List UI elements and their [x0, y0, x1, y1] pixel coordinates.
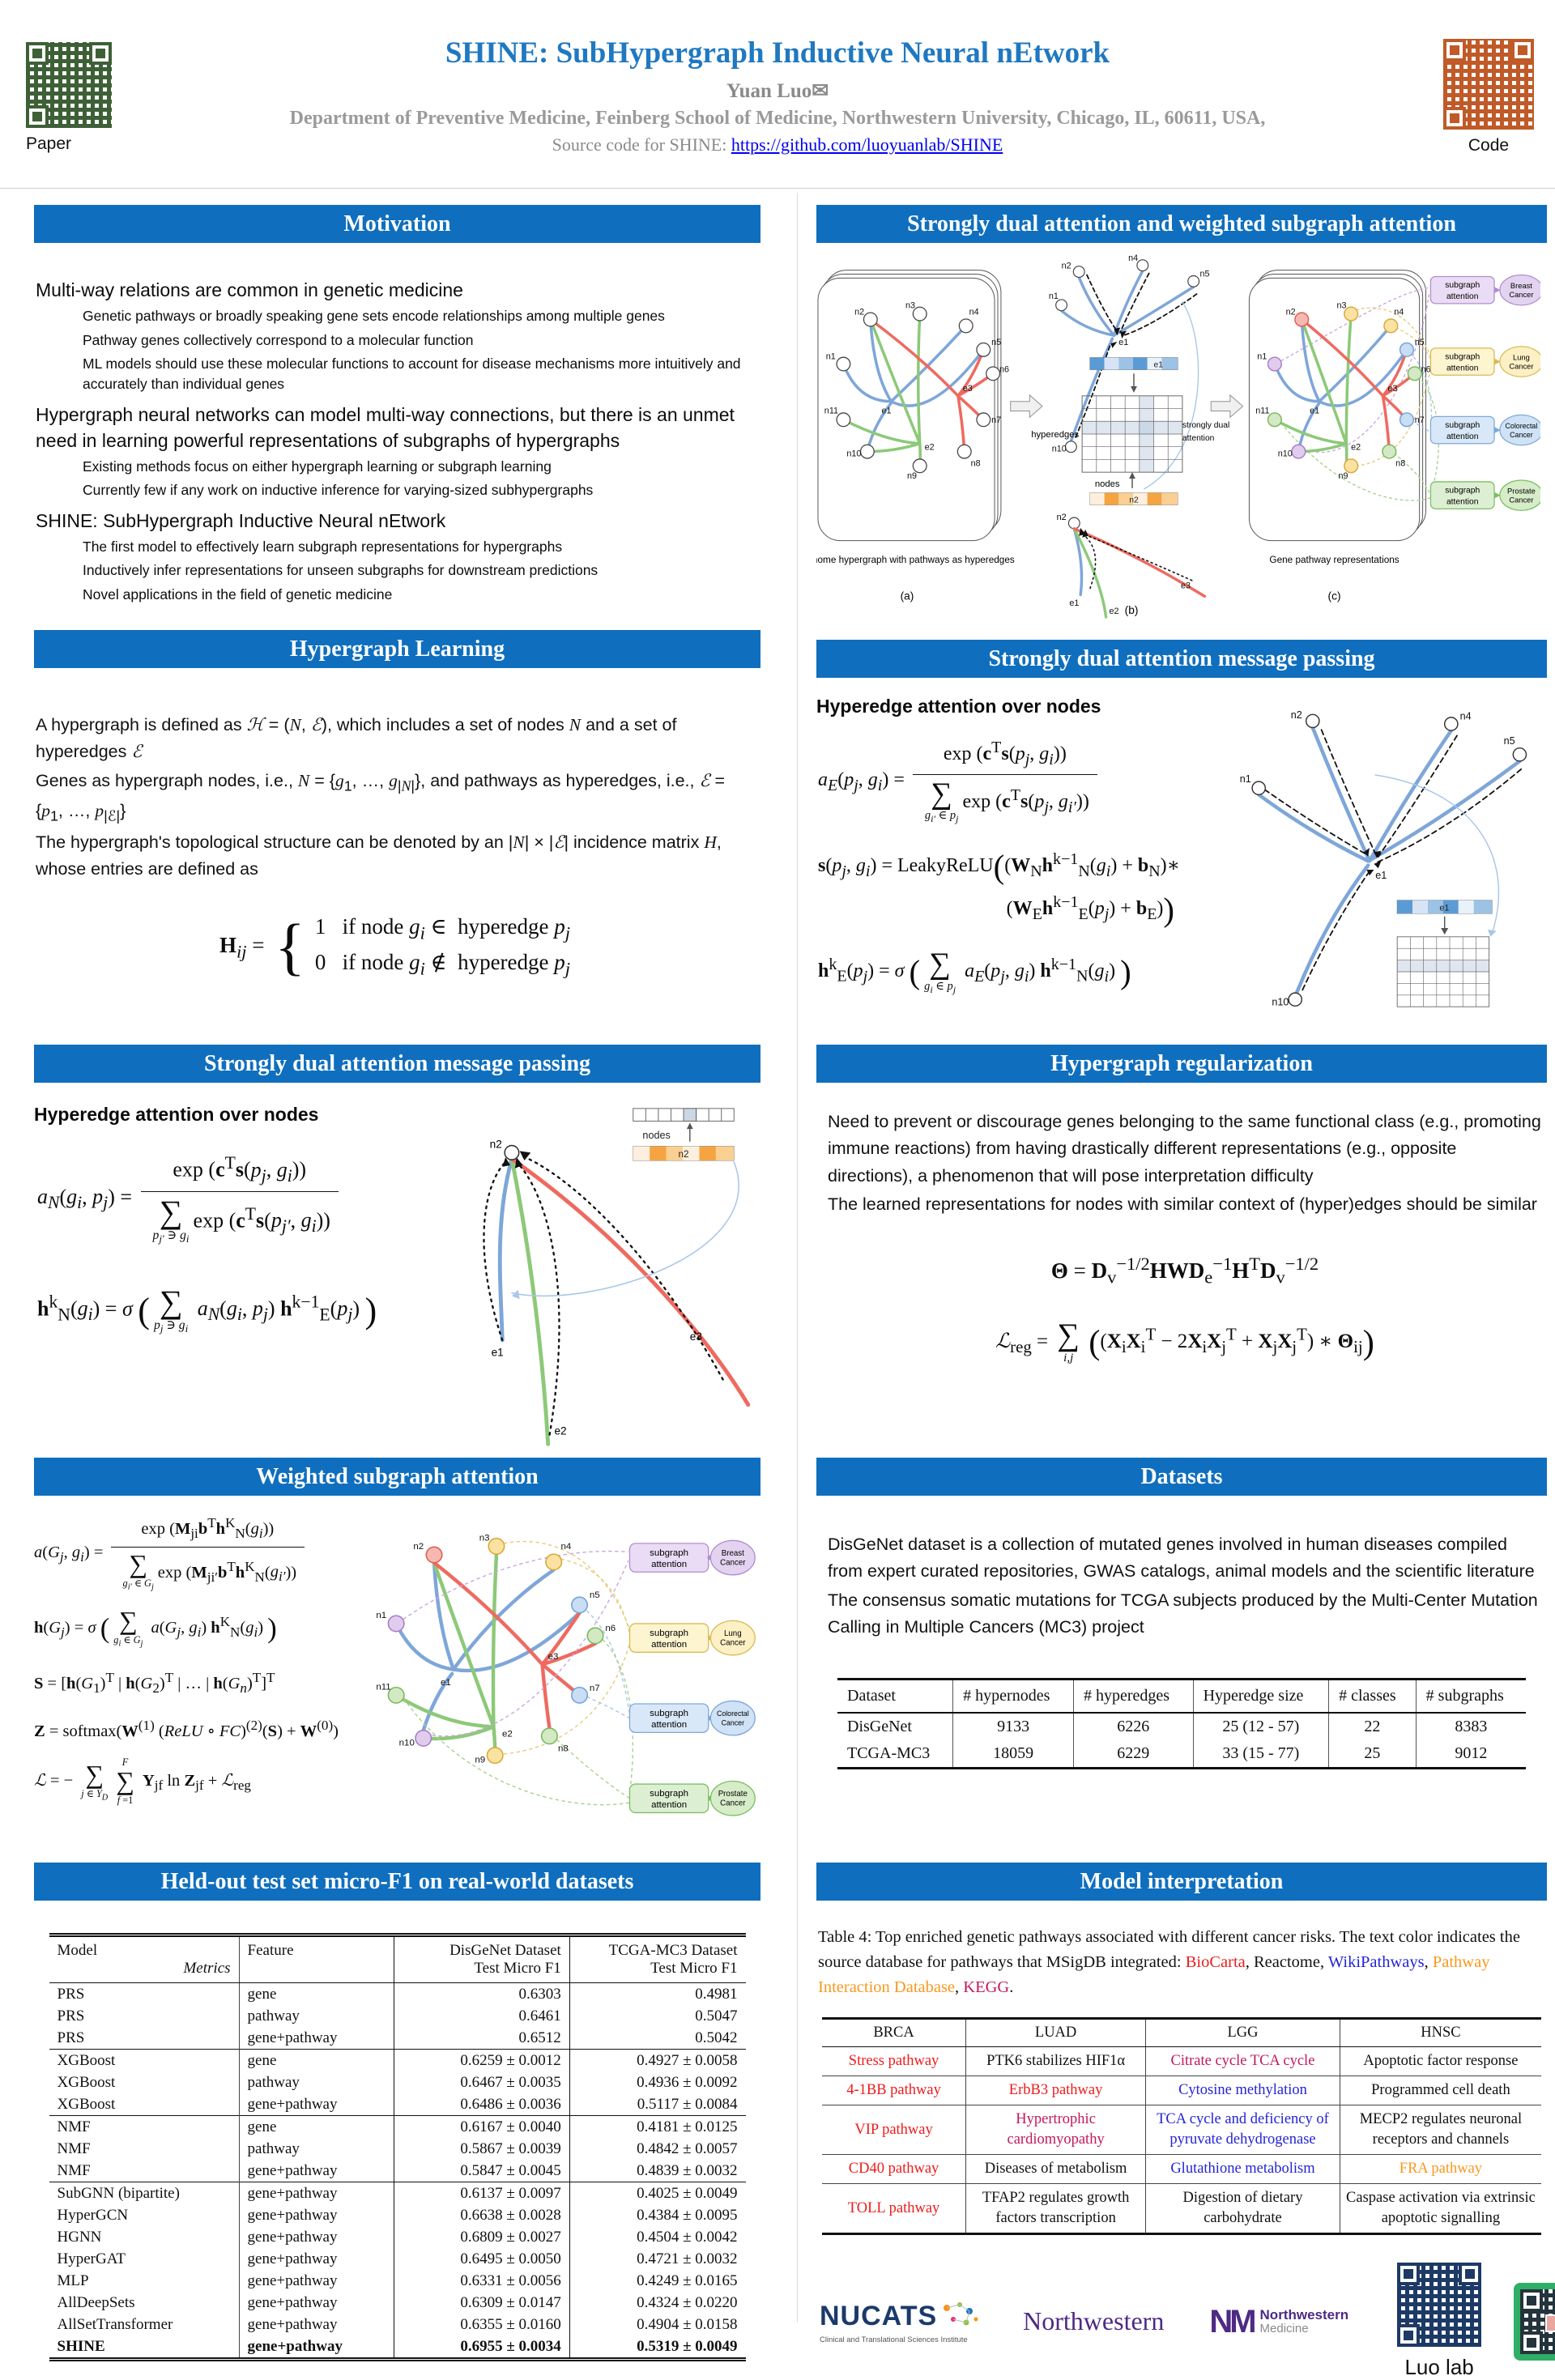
svg-text:e1: e1 [881, 406, 892, 416]
svg-text:Cancer: Cancer [1509, 362, 1534, 371]
pathway-cell: Glutathione metabolism [1170, 2161, 1315, 2178]
svg-text:n8: n8 [1395, 458, 1406, 469]
sdamp-left-figure [439, 1104, 755, 1454]
code-qr-block [1443, 39, 1534, 155]
svg-text:e3: e3 [547, 1652, 559, 1663]
svg-text:n1: n1 [1048, 291, 1059, 301]
pathway-cell: Citrate cycle TCA cycle [1170, 2053, 1315, 2070]
results-row: SHINE gene+pathway 0.6955 ± 0.0034 0.5319 ± 0.0049 [49, 2335, 746, 2360]
svg-text:n11: n11 [824, 406, 839, 416]
motivation-item: The first model to effectively learn subgraph representations for hypergraphs [83, 539, 563, 555]
results-header-row: Model Metrics Feature DisGeNet Dataset Test Micro F1 TCGA-MC3 Dataset Test Micro F1 [49, 1935, 746, 1983]
leakyrelu-equation-line2: $(W_Eh^{k-1}_E(p_j) + b_E)$) [1006, 892, 1174, 929]
nucats-dots-icon [937, 2298, 981, 2334]
paper-qr-block [26, 42, 112, 154]
source-prefix: Source code for SHINE: [552, 134, 731, 155]
edge-label-e3: e3 [689, 1330, 702, 1343]
motivation-item: Genetic pathways or broadly speaking gene sets encode relationships among multiple genes [83, 308, 665, 325]
svg-text:n10: n10 [398, 1738, 415, 1748]
svg-text:n6: n6 [999, 364, 1009, 375]
svg-text:e1: e1 [440, 1677, 451, 1688]
svg-text:n1: n1 [376, 1610, 387, 1620]
results-row: XGBoost gene 0.6259 ± 0.0012 0.4927 ± 0.0058 [49, 2050, 746, 2072]
section-title-regularization: Hypergraph regularization [816, 1045, 1547, 1083]
sdr-curves [1259, 728, 1521, 994]
hl-paragraph-2: Genes as hypergraph nodes, i.e., $N = \{g_1$, …, $g_{|N|}$}, and pathways as hyperedges, i.e., ℰ = {$p_1$, …, $p_{|ℰ|}$} [36, 770, 726, 824]
results-row: HyperGAT gene+pathway 0.6495 ± 0.0050 0.4721 ± 0.0032 [49, 2248, 746, 2270]
leakyrelu-equation-line1: $s(p_j$, $g_i$) = $LeakyReLU((W_Nh^{k-1}_N(g_i)$ + $b_N)∗$ [818, 849, 1180, 886]
svg-text:n5: n5 [589, 1590, 600, 1601]
results-row: SubGNN (bipartite) gene+pathway 0.6137 ± 0.0097 0.4025 ± 0.0049 [49, 2182, 746, 2205]
svg-text:n2: n2 [1290, 709, 1302, 721]
svg-text:n1: n1 [825, 351, 836, 362]
panel-c-gene-pathway [1249, 270, 1540, 602]
pathway-cell: Diseases of metabolism [984, 2161, 1127, 2178]
panel-c-tag: (c) [1327, 590, 1341, 602]
panel-b-strongly-dual-attention [1031, 253, 1229, 617]
subgraph-attention-box-colorectal [629, 1701, 755, 1735]
n2-vector [1090, 493, 1178, 505]
page-title: SHINE: SubHypergraph Inductive Neural nEtwork [445, 36, 1110, 70]
section-title-wsa: Weighted subgraph attention [34, 1458, 760, 1496]
results-row: NMF gene 0.6167 ± 0.0040 0.4181 ± 0.0125 [49, 2116, 746, 2139]
pathway-cell: CD40 pathway [848, 2161, 939, 2178]
pathway-cell: Apoptotic factor response [1363, 2053, 1519, 2070]
pathway-cell: MECP2 regulates neuronal receptors and channels [1359, 2111, 1523, 2148]
pathway-cell: TOLL pathway [847, 2199, 940, 2216]
pathway-cell: Caspase activation via extrinsic apoptotic signalling [1346, 2190, 1536, 2227]
luolab-qr-icon [1397, 2263, 1481, 2347]
motivation-item: Pathway genes collectively correspond to a molecular function [83, 331, 474, 348]
wsa-stack-equation: $S = [h(G_1)^T$ | $h(G_2)^T$ | … | $h(G_n)^T]^T$ [34, 1669, 275, 1696]
pathway-cell: ErbB3 pathway [1008, 2082, 1103, 2099]
nodes-vector-widget [633, 1109, 735, 1160]
svg-text:n4: n4 [969, 307, 979, 317]
n2-vector-label: n2 [678, 1149, 689, 1160]
datasets-header-row: Dataset # hypernodes # hyperedges Hyperedge size # classes # subgraphs [837, 1680, 1526, 1714]
nodes-axis-label: nodes [1094, 479, 1120, 489]
svg-text:Colorectal: Colorectal [1505, 422, 1538, 431]
sdr-subtitle: Hyperedge attention over nodes [816, 696, 1101, 717]
panel-b-node-n2 [1068, 517, 1080, 529]
wsa-subgraph-embedding-equation: $h(G_j) = \sigma$ ( ∑ $g_i$ ∈ $G_j$ $a(G_j$, $g_i$) $h^K_N(g_i)$ ) [34, 1607, 277, 1649]
datasets-paragraph-1: DisGeNet dataset is a collection of mutated genes involved in human diseases compiled from expert curated repositories, GWAS catalogs, animal models and the scientific literature [828, 1535, 1535, 1582]
sdr-e1-vector [1397, 900, 1492, 913]
results-row: XGBoost gene+pathway 0.6486 ± 0.0036 0.5117 ± 0.0084 [49, 2093, 746, 2116]
section-results [34, 1863, 760, 2355]
svg-text:Prostate: Prostate [718, 1790, 748, 1799]
node-label-n2: n2 [489, 1138, 502, 1151]
interpretation-table [822, 2017, 1541, 2235]
pathway-cell: PTK6 stabilizes HIF1α [986, 2053, 1126, 2070]
nucats-wordmark: NUCATS [820, 2300, 938, 2331]
panel-a-caption: Genome hypergraph with pathways as hyperedges [816, 555, 1015, 566]
subgraph-attention-box-prostate [629, 1781, 755, 1815]
reg-loss-equation: ℒ$_{reg}$ = ∑ i,j ($(X_iX_i^T - 2X_iX_j^T + X_jX_j^T)$ ∗ $\Theta_{ij}$) [995, 1317, 1374, 1365]
affiliation: Department of Preventive Medicine, Feinberg School of Medicine, Northwestern University, Chicago, IL, 60611, USA, [289, 108, 1266, 129]
nm-line2: Medicine [1259, 2321, 1309, 2335]
svg-text:n9: n9 [1338, 470, 1348, 481]
motivation-item: Novel applications in the field of genetic medicine [83, 585, 393, 602]
svg-text:n8: n8 [970, 458, 981, 469]
svg-text:n9: n9 [906, 470, 918, 481]
results-row: NMF pathway 0.5867 ± 0.0039 0.4842 ± 0.0057 [49, 2138, 746, 2160]
sdr-e1-vector-label: e1 [1439, 903, 1450, 913]
svg-text:attention: attention [651, 1560, 688, 1570]
svg-text:subgraph: subgraph [650, 1548, 689, 1558]
section-title-datasets: Datasets [816, 1458, 1547, 1496]
pathway-cell: VIP pathway [854, 2121, 933, 2138]
subgraph-attention-box-lung [629, 1620, 755, 1654]
svg-text:n5: n5 [1199, 269, 1210, 279]
svg-text:n4: n4 [1394, 307, 1404, 317]
svg-text:e2: e2 [924, 442, 935, 453]
section-figtop [816, 205, 1547, 622]
hl-paragraph-1: A hypergraph is defined as ℋ = (N, ℰ), which includes a set of nodes N and a set of hyperedges ℰ [36, 715, 677, 762]
source-line [0, 134, 1555, 155]
section-interpretation [816, 1863, 1547, 2380]
svg-text:n2: n2 [854, 307, 865, 317]
svg-text:e1: e1 [1069, 598, 1080, 609]
svg-text:Cancer: Cancer [1510, 430, 1533, 439]
svg-text:n11: n11 [376, 1682, 391, 1692]
motivation-item: Hypergraph neural networks can model multi-way connections, but there is an unmet need in learning powerful representations of subgraphs of hypergraphs [36, 403, 735, 451]
pathway-cell: Cytosine methylation [1178, 2082, 1307, 2099]
motivation-item: SHINE: SubHypergraph Inductive Neural nEtwork [36, 509, 446, 531]
interp-row [822, 2047, 1541, 2076]
svg-text:n5: n5 [1503, 735, 1515, 747]
section-title-sdamp-left: Strongly dual attention message passing [34, 1045, 760, 1083]
edge-attention-equation: $a_E(p_j$, $g_i$) = $\exp (c^Ts(p_j$, $g_i$)) ∑ $g_{i'}$ ∈ $p_j$ $\exp (c^Ts(p_j$, $g_{i'}$)) [818, 739, 1231, 824]
column-divider [797, 193, 798, 2323]
e1-vector-label: e1 [1153, 360, 1164, 370]
svg-text:n10: n10 [1272, 996, 1289, 1008]
pathway-cell: Programmed cell death [1371, 2082, 1510, 2099]
svg-text:Cancer: Cancer [720, 1799, 746, 1808]
panel-a-genome-hypergraph [816, 270, 1015, 602]
results-row: MLP gene+pathway 0.6331 ± 0.0056 0.4249 ± 0.0165 [49, 2270, 746, 2292]
svg-text:subgraph: subgraph [1445, 421, 1480, 431]
svg-text:attention: attention [1446, 497, 1479, 507]
section-regularization [816, 1045, 1547, 1441]
col-disgenet: DisGeNet Dataset [449, 1942, 561, 1959]
source-link[interactable]: https://github.com/luoyuanlab/SHINE [731, 134, 1003, 155]
results-row: PRS gene+pathway 0.6512 0.5042 [49, 2027, 746, 2050]
svg-text:e2: e2 [502, 1729, 513, 1739]
svg-text:n3: n3 [1336, 300, 1347, 311]
svg-text:n8: n8 [558, 1743, 569, 1754]
svg-text:attention: attention [1446, 292, 1479, 301]
nodes-axis-label: nodes [642, 1129, 671, 1141]
svg-text:n9: n9 [475, 1755, 486, 1765]
section-title-interpretation: Model interpretation [816, 1863, 1547, 1901]
wechat-avatar [1545, 2314, 1555, 2332]
section-title-hypergraph-learning: Hypergraph Learning [34, 630, 760, 668]
interp-row [822, 2155, 1541, 2184]
svg-text:n7: n7 [589, 1684, 600, 1694]
flow-arrow-2 [1211, 395, 1242, 418]
flow-arrow-1 [1011, 395, 1042, 418]
nm-line1: Northwestern [1259, 2306, 1349, 2323]
wsa-softmax-equation: $Z = softmax(W^{(1)}$ (ReLU ∘ $FC)^{(2)}(S) + W^{(0)}$) [34, 1717, 339, 1740]
motivation-item: Existing methods focus on either hypergraph learning or subgraph learning [83, 458, 552, 475]
section-title-motivation: Motivation [34, 205, 760, 243]
luolab-qr-block [1397, 2263, 1481, 2380]
panel-c-caption: Gene pathway representations [1269, 555, 1400, 566]
code-qr-icon [1443, 39, 1534, 130]
col-tcga: TCGA-MC3 Dataset [608, 1942, 738, 1959]
incidence-matrix [1082, 396, 1182, 472]
svg-text:subgraph: subgraph [1445, 281, 1480, 291]
edge-label-e2: e2 [554, 1424, 567, 1437]
hyperedge-curves [484, 1156, 748, 1444]
svg-text:n1: n1 [1239, 773, 1251, 785]
svg-text:n6: n6 [1421, 364, 1431, 375]
code-qr-label: Code [1468, 136, 1510, 155]
incidence-matrix-equation: $H_{ij}$ = { 1 if node $g_i$ ∈ hyperedge $p_j$ 0 if node $g_i$ ∉ hyperedge $p_j$ [219, 911, 571, 982]
northwestern-medicine-logo [1209, 2305, 1348, 2338]
datasets-paragraph-2: The consensus somatic mutations for TCGA subjects produced by the Multi-Center Mutation Calling in Multiple Cancers (MC3) project [828, 1590, 1538, 1637]
svg-text:e3: e3 [962, 383, 973, 394]
wsa-figure [366, 1510, 756, 1872]
hl-paragraph-3: The hypergraph's topological structure can be denoted by an |N| × |ℰ| incidence matrix H, whose entries are defined as [36, 832, 722, 879]
northwestern-wordmark: Northwestern [1023, 2306, 1165, 2336]
node-attention-equation: $a_N(g_i$, $p_j$) = $\exp (c^Ts(p_j$, $g_i$)) ∑ $p_{j'}$ ∋ $g_i$ $\exp (c^Ts(p_{j'}$, $g_i$)) [37, 1153, 439, 1245]
panel-a-tag: (a) [900, 590, 914, 602]
wsa-attention-equation: $a(G_j$, $g_i$) = $\exp (M_{ji}b^Th^K_N(g_i))$ ∑ $g_{i'}$ ∈ $G_j$ $\exp (M_{ji'}b^Th^K_N(g_{i'}))$ [34, 1515, 366, 1591]
svg-text:e2: e2 [1109, 607, 1119, 617]
svg-text:e2: e2 [1351, 442, 1361, 453]
svg-text:n4: n4 [1128, 253, 1139, 263]
sda-text-2: attention [1182, 433, 1215, 443]
svg-text:e1: e1 [1375, 869, 1387, 881]
luolab-label: Luo lab [1404, 2355, 1474, 2380]
reg-paragraph-2: The learned representations for nodes with similar context of (hyper)edges should be similar [828, 1194, 1537, 1214]
svg-text:Cancer: Cancer [1509, 496, 1534, 505]
section-title-sdamp-right: Strongly dual attention message passing [816, 640, 1547, 678]
svg-text:n10: n10 [846, 449, 862, 459]
sdamp-right-figure [1231, 696, 1537, 1044]
interp-header-row: BRCA LUAD LGG HNSC [822, 2019, 1541, 2047]
svg-text:n7: n7 [991, 415, 1002, 426]
interp-row [822, 2184, 1541, 2234]
reg-paragraph-1: Need to prevent or discourage genes belonging to the same functional class (e.g., promoting immune reactions) from having drastically different representations (e.g., opposite directions), a phenomenon that will pose interpretation difficulty [828, 1112, 1541, 1186]
results-row: PRS gene 0.6303 0.4981 [49, 1983, 746, 2006]
svg-text:n4: n4 [560, 1541, 572, 1552]
results-table [49, 1933, 746, 2361]
panel-b-bottom-curves [1074, 529, 1204, 617]
svg-text:n5: n5 [1414, 337, 1425, 347]
col-model: Model [57, 1942, 98, 1959]
results-row: PRS pathway 0.6461 0.5047 [49, 2005, 746, 2027]
poster-header [0, 0, 1555, 188]
svg-text:Colorectal: Colorectal [716, 1709, 749, 1718]
sdr-matrix [1397, 937, 1489, 1007]
svg-text:Breast: Breast [1510, 282, 1532, 291]
datasets-row: DisGeNet 9133 6226 25 (12 - 57) 22 8383 [837, 1713, 1526, 1740]
motivation-list [34, 243, 760, 605]
svg-text:e1: e1 [1310, 406, 1320, 416]
interp-caption: Table 4: Top enriched genetic pathways associated with different cancer risks. The text color indicates the source database for pathways that MSigDB integrated: BioCarta, Reactome, WikiPathways, Pathway Interaction Database, KEGG. [818, 1928, 1520, 1996]
edge-label-e1: e1 [491, 1346, 504, 1359]
svg-text:attention: attention [651, 1640, 688, 1650]
motivation-item: Currently few if any work on inductive inference for varying-sized subhypergraphs [83, 482, 594, 499]
nucats-logo [820, 2298, 981, 2344]
edge-embedding-equation: $h^k_E(p_j) = \sigma$ ( ∑ $g_i$ ∈ $p_j$ $a_E(p_j$, $g_i$) $h^{k-1}_N(g_i)$ ) [818, 947, 1131, 995]
paper-qr-label: Paper [26, 134, 72, 153]
svg-text:Prostate: Prostate [1507, 487, 1536, 496]
svg-text:n2: n2 [413, 1541, 424, 1552]
svg-text:Cancer: Cancer [720, 1558, 746, 1568]
subgraph-attention-box-breast [629, 1540, 755, 1574]
section-wsa [34, 1458, 760, 1846]
svg-text:e3: e3 [1387, 383, 1398, 394]
svg-text:e3: e3 [1180, 581, 1191, 591]
svg-text:n5: n5 [991, 337, 1002, 347]
svg-text:subgraph: subgraph [650, 1709, 689, 1719]
motivation-item: Inductively infer representations for unseen subgraphs for downstream predictions [83, 562, 599, 579]
svg-text:attention: attention [1446, 432, 1479, 441]
svg-text:subgraph: subgraph [1445, 486, 1480, 496]
svg-text:n10: n10 [1277, 449, 1293, 459]
wsa-attention-column [629, 1540, 755, 1816]
node-embedding-equation: $h^k_N(g_i) = \sigma$ ( ∑ $p_j$ ∋ $g_i$ $a_N(g_i$, $p_j$) $h^{k-1}_E(p_j)$ ) [37, 1283, 377, 1335]
svg-text:Breast: Breast [721, 1548, 744, 1558]
svg-text:e1: e1 [1118, 337, 1129, 347]
pathway-cell: TFAP2 regulates growth factors transcription [982, 2190, 1130, 2227]
theta-equation: $\Theta = D_v^{-1/2}HWD_e^{-1}H^TD_v^{-1/2}$ [1050, 1254, 1319, 1288]
e1-vector [1090, 358, 1178, 370]
panel-b-tag: (b) [1124, 604, 1139, 617]
footer-logos [816, 2263, 1547, 2380]
svg-text:subgraph: subgraph [1445, 352, 1480, 362]
results-row: AllSetTransformer gene+pathway 0.6355 ± 0.0160 0.4904 ± 0.0158 [49, 2314, 746, 2335]
col-metrics: Metrics [183, 1960, 231, 1977]
section-motivation [34, 205, 760, 614]
author: Yuan Luo✉ [726, 80, 829, 102]
svg-text:Lung: Lung [1513, 353, 1530, 362]
section-title-figtop: Strongly dual attention and weighted subgraph attention [816, 205, 1547, 243]
n2-vector-label: n2 [1129, 496, 1139, 505]
svg-text:attention: attention [651, 1720, 688, 1731]
interp-row [822, 2076, 1541, 2105]
pathway-cell: 4-1BB pathway [846, 2082, 941, 2099]
paper-qr-icon [26, 42, 112, 128]
svg-text:n3: n3 [905, 300, 916, 311]
svg-text:subgraph: subgraph [650, 1628, 689, 1638]
svg-text:attention: attention [1446, 364, 1479, 373]
header-divider [0, 188, 1555, 189]
wechat-qr-block [1514, 2283, 1555, 2361]
section-hypergraph-learning [34, 630, 760, 1028]
results-row: HGNN gene+pathway 0.6809 ± 0.0027 0.4504 ± 0.0042 [49, 2226, 746, 2248]
svg-text:n1: n1 [1257, 351, 1267, 362]
section-sdamp-left [34, 1045, 760, 1441]
svg-text:n10: n10 [1051, 444, 1067, 454]
pathway-cell: TCA cycle and deficiency of pyruvate dehydrogenase [1157, 2111, 1329, 2148]
sdl-subtitle: Hyperedge attention over nodes [34, 1104, 319, 1125]
svg-text:n3: n3 [479, 1533, 490, 1543]
panel-c-attention-column [1430, 275, 1540, 510]
svg-text:n2: n2 [1285, 307, 1296, 317]
svg-text:Cancer: Cancer [1509, 291, 1534, 300]
svg-text:attention: attention [651, 1800, 688, 1811]
svg-text:Lung: Lung [724, 1629, 742, 1638]
pathway-cell: Stress pathway [848, 2053, 939, 2070]
results-row: NMF gene+pathway 0.5847 ± 0.0045 0.4839 ± 0.0032 [49, 2160, 746, 2182]
svg-text:subgraph: subgraph [650, 1789, 689, 1799]
interp-row [822, 2105, 1541, 2155]
wsa-attention-links [403, 1542, 633, 1805]
datasets-row: TCGA-MC3 18059 6229 33 (15 - 77) 25 9012 [837, 1740, 1526, 1769]
overview-figure [816, 246, 1540, 620]
section-title-results: Held-out test set micro-F1 on real-world datasets [34, 1863, 760, 1901]
pathway-cell: Hypertrophic cardiomyopathy [1007, 2111, 1105, 2148]
pathway-cell: Digestion of dietary carbohydrate [1182, 2190, 1303, 2227]
svg-text:n2: n2 [1061, 261, 1071, 271]
hyperedges-axis-label: hyperedges [1031, 429, 1080, 440]
wsa-loss-equation: ℒ = − ∑ j ∈ $Y_D$ F ∑ f =1 $Y_{jf}$ $\ln Z_{jf}$ + ℒ$_{reg}$ [34, 1756, 251, 1807]
results-row: AllDeepSets gene+pathway 0.6309 ± 0.0147 0.4324 ± 0.0220 [49, 2292, 746, 2314]
pathway-cell: FRA pathway [1399, 2161, 1483, 2178]
motivation-item: Multi-way relations are common in genetic medicine [36, 279, 463, 300]
svg-text:Cancer: Cancer [720, 1638, 746, 1648]
svg-text:n7: n7 [1414, 415, 1425, 426]
node-n2 [505, 1146, 519, 1160]
sda-text-1: strongly dual [1182, 421, 1230, 431]
svg-text:n11: n11 [1255, 406, 1270, 416]
panel-b-n2-label: n2 [1056, 513, 1067, 523]
section-sdamp-right [816, 640, 1547, 1028]
datasets-table [837, 1678, 1526, 1769]
results-row: XGBoost pathway 0.6467 ± 0.0035 0.4936 ± 0.0092 [49, 2071, 746, 2093]
nucats-subtitle: Clinical and Translational Sciences Institute [820, 2335, 968, 2345]
svg-text:n6: n6 [605, 1623, 616, 1633]
svg-text:n4: n4 [1459, 710, 1472, 722]
nm-mark: NM [1209, 2303, 1254, 2340]
results-row: HyperGCN gene+pathway 0.6638 ± 0.0028 0.4384 ± 0.0095 [49, 2204, 746, 2226]
svg-text:Cancer: Cancer [721, 1718, 745, 1727]
motivation-item: ML models should use these molecular functions to account for disease mechanisms more intuitively and accurately than individual genes [83, 355, 741, 393]
col-feature: Feature [239, 1935, 394, 1983]
section-datasets [816, 1458, 1547, 1846]
